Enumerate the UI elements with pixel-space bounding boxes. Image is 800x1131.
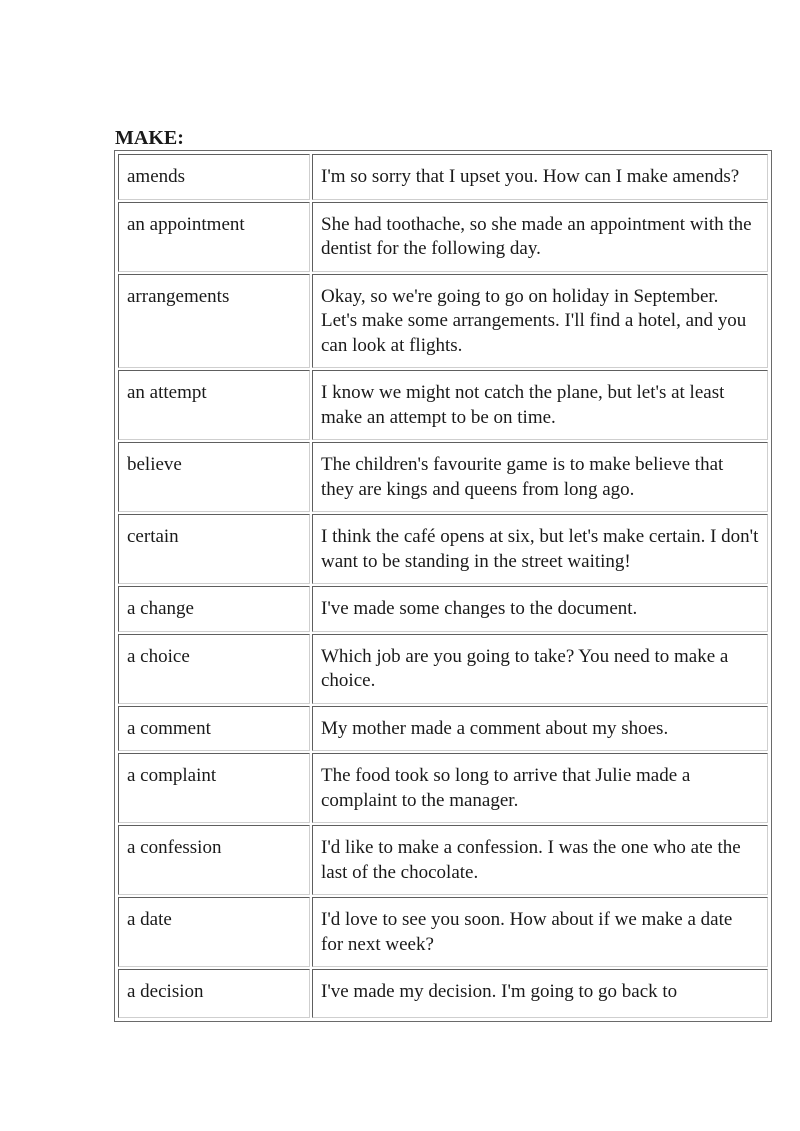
table-row: [118, 969, 768, 1018]
term-cell: a decision: [118, 969, 310, 1018]
example-cell: I think the café opens at six, but let's make certain. I don't want to be standing in the street waiting!: [312, 514, 768, 584]
example-cell: My mother made a comment about my shoes.: [312, 706, 768, 752]
example-cell: The children's favourite game is to make believe that they are kings and queens from long ago.: [312, 442, 768, 512]
example-cell: She had toothache, so she made an appointment with the dentist for the following day.: [312, 202, 768, 272]
table-row: [118, 825, 768, 895]
example-cell: The food took so long to arrive that Julie made a complaint to the manager.: [312, 753, 768, 823]
section-heading: MAKE:: [115, 127, 184, 149]
table-row: [118, 706, 768, 752]
example-cell: I'm so sorry that I upset you. How can I make amends?: [312, 154, 768, 200]
table-row: [118, 753, 768, 823]
term-cell: a comment: [118, 706, 310, 752]
example-cell: I know we might not catch the plane, but let's at least make an attempt to be on time.: [312, 370, 768, 440]
example-cell: I'd like to make a confession. I was the one who ate the last of the chocolate.: [312, 825, 768, 895]
example-cell: I'd love to see you soon. How about if we make a date for next week?: [312, 897, 768, 967]
term-cell: an attempt: [118, 370, 310, 440]
table-row: [118, 586, 768, 632]
table-row: [118, 274, 768, 369]
table-row: [118, 897, 768, 967]
term-cell: a confession: [118, 825, 310, 895]
example-cell: Which job are you going to take? You need to make a choice.: [312, 634, 768, 704]
term-cell: arrangements: [118, 274, 310, 369]
collocation-table-frame: [114, 150, 772, 1022]
term-cell: an appointment: [118, 202, 310, 272]
table-row: [118, 634, 768, 704]
table-row: [118, 370, 768, 440]
example-cell: Okay, so we're going to go on holiday in September. Let's make some arrangements. I'll find a hotel, and you can look at flights.: [312, 274, 768, 369]
table-row: [118, 442, 768, 512]
table-row: [118, 154, 768, 200]
term-cell: amends: [118, 154, 310, 200]
example-cell: I've made some changes to the document.: [312, 586, 768, 632]
term-cell: a date: [118, 897, 310, 967]
collocation-table: [116, 152, 770, 1020]
term-cell: believe: [118, 442, 310, 512]
table-row: [118, 202, 768, 272]
term-cell: a complaint: [118, 753, 310, 823]
table-row: [118, 514, 768, 584]
term-cell: a choice: [118, 634, 310, 704]
term-cell: a change: [118, 586, 310, 632]
term-cell: certain: [118, 514, 310, 584]
example-cell: I've made my decision. I'm going to go back to: [312, 969, 768, 1018]
